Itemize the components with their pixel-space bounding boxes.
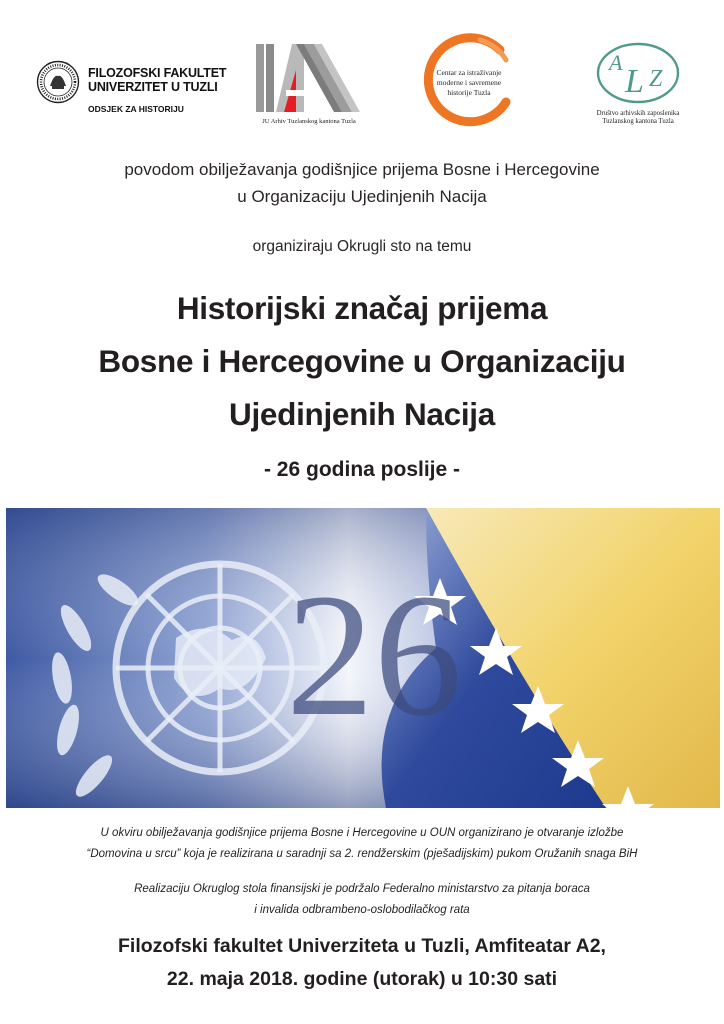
archive-logo: [254, 40, 364, 130]
faculty-name-line2: UNIVERZITET U TUZLI: [88, 80, 218, 94]
intro-line2: u Organizaciju Ujedinjenih Nacija: [237, 187, 487, 206]
title-line3: Ujedinjenih Nacija: [229, 396, 495, 432]
title-line1: Historijski značaj prijema: [176, 290, 548, 326]
faculty-logo: [36, 60, 227, 120]
un-flag-banner: [6, 508, 720, 808]
intro-text: [0, 156, 724, 210]
svg-text:Z: Z: [649, 66, 663, 92]
venue-datetime: 22. maja 2018. godine (utorak) u 10:30 sati: [166, 968, 558, 990]
anniversary-number: 26: [286, 558, 462, 753]
title-line2: Bosne i Hercegovine u Organizaciju: [98, 343, 626, 379]
subtitle: - 26 godina poslije -: [263, 458, 461, 481]
archive-caption: JU Arhiv Tuzlanskog kantona Tuzla: [262, 118, 356, 125]
university-seal-icon: [36, 60, 80, 104]
organize-line: organiziraju Okrugli sto na temu: [252, 238, 472, 255]
center-logo: [420, 30, 518, 130]
exhibition-note-line2: “Domovina u srcu” koja je realizirana u saradnji sa 2. rendžerskim (pješadijskim) pukom Oružanih snaga BiH: [86, 848, 638, 860]
venue-info: [0, 930, 724, 996]
center-name-line1: Centar za istraživanje: [436, 68, 502, 77]
center-name-line3: historije Tuzla: [447, 88, 491, 97]
archive-emblem-icon: [256, 40, 362, 112]
svg-text:L: L: [625, 63, 644, 100]
venue-location: Filozofski fakultet Univerziteta u Tuzli, Amfiteatar A2,: [118, 935, 606, 957]
exhibition-note-line1: U okviru obilježavanja godišnjice prijema Bosne i Hercegovine u OUN organizirano je otvaranje izložbe: [100, 827, 624, 839]
funding-note-line2: i invalida odbrambeno-oslobodilačkog rata: [254, 904, 470, 916]
faculty-department: ODSJEK ZA HISTORIJU: [88, 104, 184, 114]
logo-header: [0, 0, 724, 140]
exhibition-note: [0, 823, 724, 865]
center-name: [428, 68, 510, 98]
faculty-name-line1: FILOZOFSKI FAKULTET: [88, 66, 227, 80]
society-emblem-icon: [595, 40, 681, 106]
society-caption-line2: Tuzlanskog kantona Tuzla: [602, 118, 674, 125]
center-name-line2: moderne i savremene: [436, 78, 502, 87]
society-caption-line1: Društvo arhivskih zaposlenika: [596, 110, 680, 117]
society-caption: [583, 110, 693, 126]
intro-line1: povodom obilježavanja godišnjice prijema Bosne i Hercegovine: [124, 160, 600, 179]
page-title: [0, 282, 724, 441]
society-logo: [583, 40, 693, 130]
svg-text:A: A: [609, 50, 623, 75]
funding-note-line1: Realizaciju Okruglog stola finansijski je podržalo Federalno ministarstvo za pitanja boraca: [134, 883, 590, 895]
funding-note: [0, 879, 724, 921]
banner-image: [6, 508, 720, 808]
